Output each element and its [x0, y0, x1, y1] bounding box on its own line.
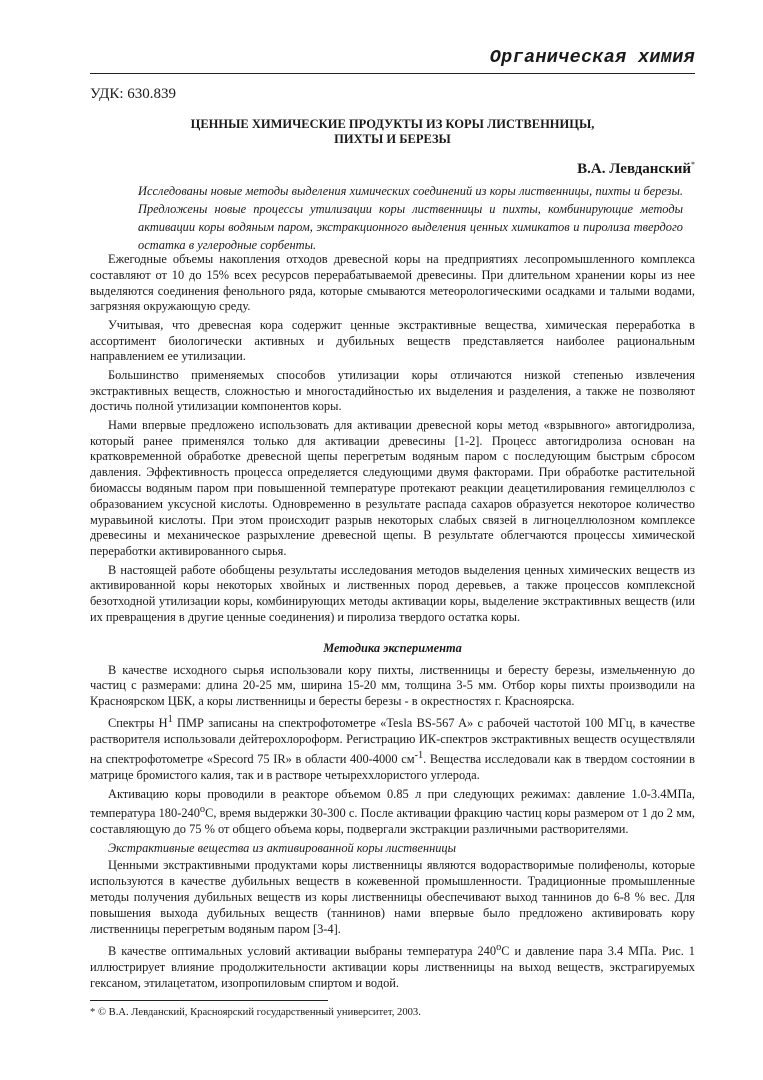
larch-paragraph-2	[90, 940, 695, 992]
intro-paragraph-2: Учитывая, что древесная кора содержит ценные экстрактивные вещества, химическая переработка в ассортимент биологически активных и дубильных веществ представляется наиболее рациональным направлением ее утилизации.	[90, 317, 695, 364]
larch-p2-text-b: С и давление пара 3.4 МПа. Рис. 1 иллюстрирует влияние продолжительности активации коры лиственницы на выход веществ, экстрагируемых гексаном, этилацетатом, изопропиловым спиртом и водой.	[90, 944, 695, 990]
methods-p2-superscript: 1	[167, 714, 173, 726]
larch-paragraph-1: Ценными экстрактивными продуктами коры лиственницы являются водорастворимые полифенолы, которые используются в качестве дубильных веществ в кожевенной промышленности. Традиционные промышленные методы получения дубильных веществ из коры лиственницы обеспечивают выход таннинов до 6-8 % вес. Для повышения выхода дубильных веществ (таннинов) нами впервые было предложено активировать кору лиственницы перегретым водяным паром [3-4].	[90, 858, 695, 936]
methods-p2-text-b: ПМР записаны на спектрофотометре «Tesla BS-567 A» с рабочей частотой 100 МГц, в качестве растворителя использовали дейтерохлороформ. Регистрацию ИК-спектров экстрактивных веществ осуществляли на спектрофотометре «Specord 75 IR» в области 400-4000 см	[90, 716, 696, 767]
intro-paragraph-5: В настоящей работе обобщены результаты исследования методов выделения ценных химических веществ из активированной коры некоторых хвойных и лиственных пород деревьев, а также процессов комплексной безотходной утилизации коры, комбинирующих методы активации коры, выделение экстрактивных веществ (или их превращения в другие ценные соединения) и пиролиза твердого остатка коры.	[90, 562, 695, 624]
intro-paragraph-1: Ежегодные объемы накопления отходов древесной коры на предприятиях лесопромышленного комплекса составляют от 10 до 15% всех ресурсов перерабатываемой древесины. При длительном хранении коры из нее выделяются соединения фенольного ряда, которые смываются метеорологическими осадками и талыми водами, загрязняя окружающую среду.	[90, 252, 695, 314]
paper-title	[130, 117, 655, 147]
body-text	[90, 252, 695, 994]
journal-section-header: Органическая химия	[489, 47, 695, 68]
udk-code: УДК: 630.839	[90, 86, 177, 102]
methods-paragraph-3	[90, 787, 695, 839]
copyright-footnote: * © В.А. Левданский, Красноярский государственный университет, 2003.	[90, 1007, 421, 1018]
intro-paragraph-3: Большинство применяемых способов утилизации коры отличаются низкой степенью извлечения экстрактивных веществ, сложностью и многостадийностью их выделения и разделения, а также не позволяют достичь полной утилизации компонентов коры.	[90, 367, 695, 414]
methods-p2-text-c: . Вещества исследовали как в твердом состоянии в матрице бромистого калия, так и в растворе четыреххлористого углерода.	[90, 752, 695, 783]
header-divider	[90, 73, 695, 74]
author-name	[577, 160, 695, 178]
paper-title-line-2: ПИХТЫ И БЕРЕЗЫ	[334, 132, 451, 146]
methods-heading: Методика эксперимента	[323, 640, 462, 655]
abstract: Исследованы новые методы выделения химических соединений из коры лиственницы, пихты и березы. Предложены новые процессы утилизации коры лиственницы и пихты, комбинирующие методы активации коры водяным паром, экстракционного выделения ценных химикатов и пиролиза твердого остатка в углеродные сорбенты.	[138, 184, 683, 252]
methods-p3-text-b: С, время выдержки 30-300 с. После активации фракцию частиц коры размером от 1 до 2 мм, составляющую до 75 % от общего объема коры, подвергали экстракции различными растворителями.	[90, 806, 695, 837]
larch-p2-degree: о	[496, 942, 502, 953]
author-footnote-mark: *	[691, 160, 695, 169]
methods-paragraph-1: В качестве исходного сырья использовали кору пихты, лиственницы и бересту березы, измельченную до частиц с размерами: длина 20-25 мм, ширина 15-20 мм, толщина 3-5 мм. Отбор коры пихты производили на Красноярском ЦБК, а коры лиственницы и бересты березы - в окрестностях г. Красноярска.	[90, 662, 695, 709]
methods-p3-degree: о	[199, 804, 206, 816]
methods-p3-text-a: Активацию коры проводили в реакторе объемом 0.85 л при следующих режимах: давление 1.0-3.4МПа, температура 180-240	[90, 786, 695, 821]
methods-paragraph-2	[90, 712, 695, 783]
methods-p2-superscript-2: -1	[414, 750, 424, 762]
intro-paragraph-4: Нами впервые предложено использовать для активации древесной коры метод «взрывного» автогидролиза, который ранее применялся только для активации древесины [1-2]. Процесс автогидролиза основан на кратковременной обработке древесной щепы перегретым водяным паром с последующим быстрым сбросом давления. Эффективность процесса определяется следующими двумя факторами. При обработке растительной биомассы водяным паром при повышенной температуре протекают реакции деацетилирования гемицеллюлоз с образованием уксусной кислоты. Одновременно в результате распада сахаров образуется некоторое количество муравьиной кислоты. При этом происходит разрыв некоторых слабых связей в лигноцеллюлозном комплексе древесины и механическое разрыхление древесной щепы. В результате облегчаются процессы химической переработки активированного сырья.	[90, 417, 695, 559]
footnote-divider	[90, 1000, 328, 1001]
methods-p2-text-a: Спектры Н	[108, 716, 168, 731]
larch-p2-text-a: В качестве оптимальных условий активации выбраны температура 240	[108, 944, 497, 959]
author-name-text: В.А. Левданский	[577, 161, 691, 177]
paper-title-line-1: ЦЕННЫЕ ХИМИЧЕСКИЕ ПРОДУКТЫ ИЗ КОРЫ ЛИСТВЕННИЦЫ,	[190, 117, 595, 131]
larch-subsection-heading: Экстрактивные вещества из активированной коры лиственницы	[108, 840, 457, 855]
